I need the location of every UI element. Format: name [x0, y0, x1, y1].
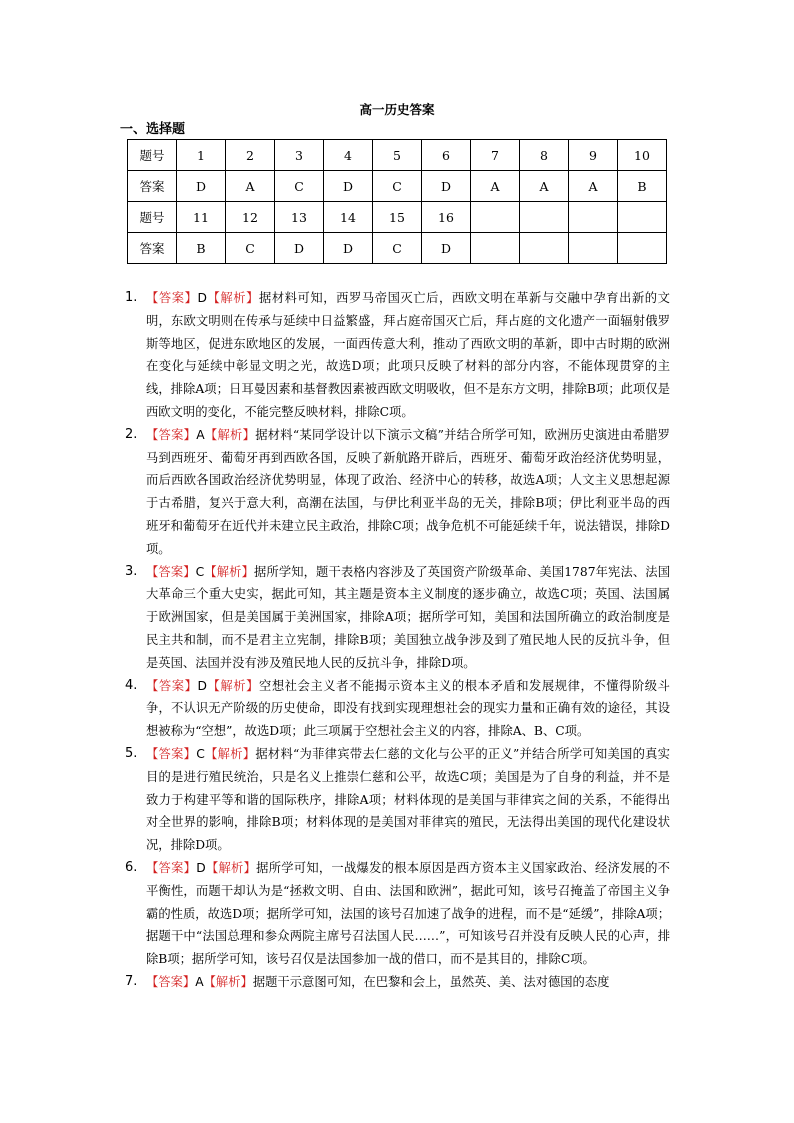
- table-cell: A: [471, 171, 520, 202]
- question-number: 2.: [125, 426, 138, 442]
- list-item: [125, 287, 670, 424]
- answer-label: 【答案】: [146, 427, 197, 442]
- explanation-text: [146, 971, 670, 994]
- table-cell: D: [177, 171, 226, 202]
- answer-table: [127, 139, 667, 264]
- table-cell: D: [422, 171, 471, 202]
- analysis-text: 据所学可知，一战爆发的根本原因是西方资本主义国家政治、经济发展的不平衡性，而题干却认为是“拯救文明、自由、法国和欧洲”，据此可知，该号召掩盖了帝国主义争霸的性质，故选D项；据所学可知，法国的该号召加速了战争的进程，而不是“延缓”，排除A项；据题干中“法国总理和参众两院主席号召法国人民……”，可知该号召并没有反映人民的心声，排除B项；据所学可知，该号召仅是法国参加一战的借口，而不是其目的，排除C项。: [146, 860, 670, 967]
- explanation-text: [146, 561, 670, 675]
- answer-label: 【答案】: [146, 746, 197, 761]
- table-cell: C: [373, 233, 422, 264]
- table-cell: 10: [618, 140, 667, 171]
- answer-label: 【答案】: [146, 860, 197, 875]
- analysis-text: 据材料“为菲律宾带去仁慈的文化与公平的正义”并结合所学可知美国的真实目的是进行殖民统治，只是名义上推崇仁慈和公平，故选C项；美国是为了自身的利益，并不是致力于构建平等和谐的国际秩序，排除A项；材料体现的是美国与菲律宾之间的关系，不能得出对全世界的影响，排除B项；材料体现的是美国对菲律宾的殖民，无法得出美国的现代化建设状况，排除D项。: [146, 746, 670, 853]
- explanation-text: [146, 424, 670, 561]
- list-item: [125, 561, 670, 675]
- table-row: [128, 233, 667, 264]
- table-cell: [520, 202, 569, 233]
- table-cell: [618, 233, 667, 264]
- table-row: [128, 140, 667, 171]
- section-heading: 一、选择题: [120, 122, 186, 137]
- table-cell: 15: [373, 202, 422, 233]
- list-item: [125, 743, 670, 857]
- table-cell: A: [226, 171, 275, 202]
- question-number: 1.: [125, 290, 138, 305]
- explanation-text: [146, 743, 670, 857]
- table-row-header: 题号: [128, 202, 177, 233]
- table-cell: 5: [373, 140, 422, 171]
- analysis-text: 据材料可知，西罗马帝国灭亡后，西欧文明在革新与交融中孕育出新的文明，东欧文明则在传承与延续中日益繁盛，拜占庭帝国灭亡后，拜占庭的文化遗产一面辐射俄罗斯等地区，促进东欧地区的发展，一面西传意大利，推动了西欧文明的革新，即中古时期的欧洲在变化与延续中彰显文明之光，故选D项；此项只反映了材料的部分内容，不能体现贯穿的主线，排除A项；日耳曼因素和基督教因素被西欧文明吸收，但不是东方文明，排除B项；此项仅是西欧文明的变化，不能完整反映材料，排除C项。: [146, 291, 670, 419]
- analysis-text: 空想社会主义者不能揭示资本主义的根本矛盾和发展规律，不懂得阶级斗争，不认识无产阶级的历史使命，即没有找到实现理想社会的现实力量和正确有效的途径，其设想被称为“空想”，故选D项；此三项属于空想社会主义的内容，排除A、B、C项。: [146, 678, 670, 739]
- page-title: 高一历史答案: [359, 102, 435, 117]
- question-number: 4.: [125, 677, 138, 693]
- table-row-header: 答案: [128, 233, 177, 264]
- table-row: [128, 171, 667, 202]
- explanation-text: [146, 857, 670, 971]
- question-number: 7.: [125, 973, 138, 989]
- table-cell: 14: [324, 202, 373, 233]
- table-cell: [471, 233, 520, 264]
- explanation-text: [146, 675, 670, 743]
- analysis-label: 【解析】: [205, 860, 257, 875]
- question-number: 3.: [125, 563, 138, 579]
- answer-letter: A: [196, 427, 205, 442]
- table-cell: A: [520, 171, 569, 202]
- table-cell: [569, 202, 618, 233]
- analysis-text: 据所学知，题干表格内容涉及了英国资产阶级革命、美国1787年宪法、法国大革命三个重大史实，据此可知，其主题是资本主义制度的逐步确立，故选C项；英国、法国属于欧洲国家，但是美国属于美洲国家，排除A项；据所学可知，美国和法国所确立的政治制度是民主共和制，而不是君主立宪制，排除B项；美国独立战争涉及到了殖民地人民的反抗斗争，但是英国、法国并没有涉及殖民地人民的反抗斗争，排除D项。: [146, 564, 670, 670]
- list-item: [125, 424, 670, 561]
- table-cell: D: [275, 233, 324, 264]
- table-cell: [520, 233, 569, 264]
- table-cell: 2: [226, 140, 275, 171]
- table-cell: D: [324, 233, 373, 264]
- table-cell: D: [324, 171, 373, 202]
- table-cell: 3: [275, 140, 324, 171]
- table-cell: C: [275, 171, 324, 202]
- answer-label: 【答案】: [146, 564, 196, 579]
- answer-label: 【答案】: [146, 678, 198, 693]
- analysis-label: 【解析】: [204, 746, 256, 761]
- table-row-header: 答案: [128, 171, 177, 202]
- analysis-label: 【解析】: [206, 291, 259, 305]
- answer-explanation-list: [125, 287, 670, 994]
- table-cell: 16: [422, 202, 471, 233]
- answer-label: 【答案】: [146, 974, 196, 989]
- table-cell: [618, 202, 667, 233]
- table-cell: 4: [324, 140, 373, 171]
- analysis-label: 【解析】: [203, 974, 253, 989]
- answer-table-body: [128, 140, 667, 264]
- analysis-text: 据题干示意图可知，在巴黎和会上，虽然英、美、法对德国的态度: [252, 974, 610, 989]
- table-cell: B: [177, 233, 226, 264]
- list-item: [125, 857, 670, 971]
- analysis-label: 【解析】: [204, 564, 254, 579]
- table-cell: [471, 202, 520, 233]
- list-item: [125, 971, 670, 994]
- table-cell: [569, 233, 618, 264]
- analysis-text: 据材料“某同学设计以下演示文稿”并结合所学可知，欧洲历史演进由希腊罗马到西班牙、葡萄牙再到西欧各国，反映了新航路开辟后，西班牙、葡萄牙政治经济优势明显，而后西欧各国政治经济优势明显，体现了政治、经济中心的转移，故选A项；人文主义思想起源于古希腊，复兴于意大利，高潮在法国，与伊比利亚半岛的无关，排除B项；伊比利亚半岛的西班牙和葡萄牙在近代并未建立民主政治，排除C项；战争危机不可能延续千年，说法错误，排除D项。: [146, 427, 670, 556]
- table-row: [128, 202, 667, 233]
- answer-letter: D: [197, 678, 207, 693]
- list-item: [125, 675, 670, 743]
- table-cell: A: [569, 171, 618, 202]
- table-cell: 7: [471, 140, 520, 171]
- table-cell: C: [226, 233, 275, 264]
- analysis-label: 【解析】: [206, 678, 259, 693]
- answer-label: 【答案】: [146, 291, 198, 305]
- table-cell: 11: [177, 202, 226, 233]
- table-cell: B: [618, 171, 667, 202]
- table-cell: C: [373, 171, 422, 202]
- table-cell: 6: [422, 140, 471, 171]
- question-number: 5.: [125, 745, 138, 761]
- table-cell: 9: [569, 140, 618, 171]
- answer-letter: C: [196, 746, 205, 761]
- table-cell: 8: [520, 140, 569, 171]
- explanation-text: [146, 287, 670, 424]
- answer-letter: A: [195, 974, 204, 989]
- table-cell: 1: [177, 140, 226, 171]
- question-number: 6.: [125, 859, 138, 875]
- table-row-header: 题号: [128, 140, 177, 171]
- analysis-label: 【解析】: [204, 427, 256, 442]
- answer-letter: D: [196, 860, 206, 875]
- answer-letter: D: [197, 291, 207, 305]
- table-cell: 12: [226, 202, 275, 233]
- table-cell: D: [422, 233, 471, 264]
- answer-letter: C: [195, 564, 205, 579]
- table-cell: 13: [275, 202, 324, 233]
